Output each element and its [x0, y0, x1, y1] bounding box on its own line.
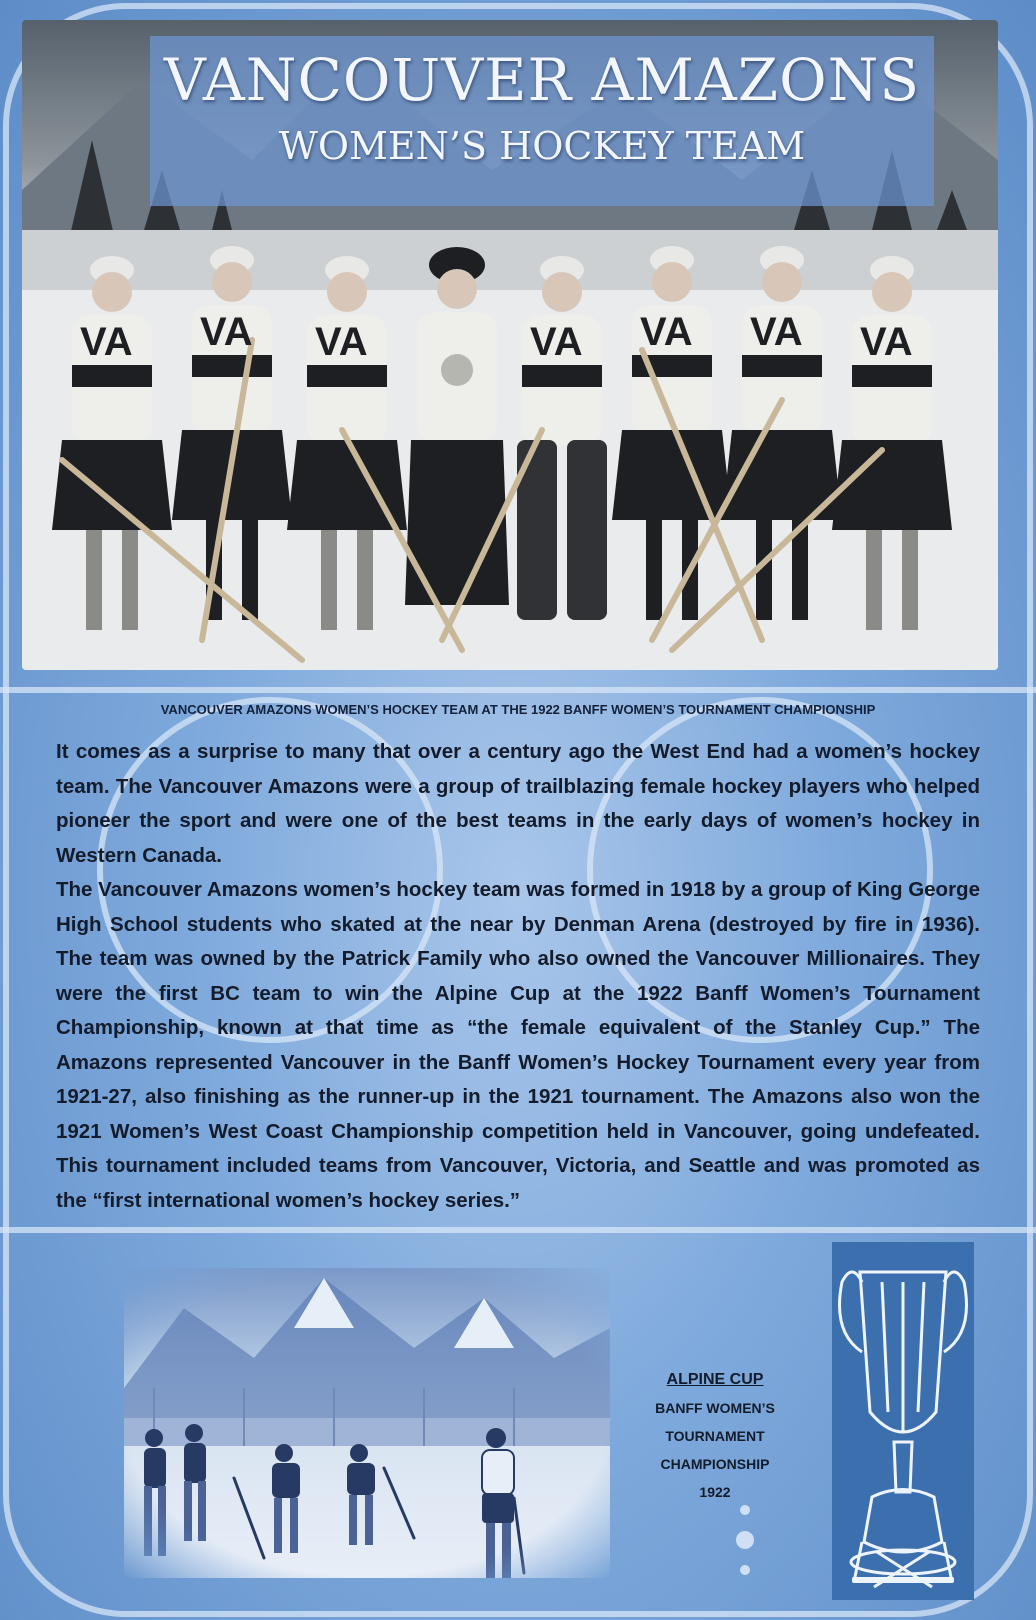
game-photo — [124, 1268, 610, 1578]
jersey-letters: VA — [860, 320, 913, 364]
alpine-cup-image — [832, 1242, 974, 1600]
cup-title: ALPINE CUP — [666, 1371, 764, 1388]
trophy-icon — [832, 1242, 974, 1600]
jersey-letters: VA — [640, 310, 693, 354]
page-title: VANCOUVER AMAZONS — [163, 46, 921, 114]
paragraph-intro: It comes as a surprise to many that over a century ago the West End had a women’s hockey team. The Vancouver Amazons were a group of trailblazing female hockey players who helped pioneer the sport and were one of the best teams in the early days of women’s hockey in Western Canada. — [56, 740, 980, 867]
jersey-letters: VA — [315, 320, 368, 364]
article-body — [56, 735, 980, 1218]
cup-line: TOURNAMENT — [665, 1428, 765, 1444]
jersey-letters: VA — [200, 310, 253, 354]
jersey-letters: VA — [530, 320, 583, 364]
cup-caption — [630, 1366, 800, 1506]
paragraph-history: The Vancouver Amazons women’s hockey team was formed in 1918 by a group of King George High School students who skated at the near by Denman Arena (destroyed by fire in 1936). The team was owned by the Patrick Family who also owned the Vancouver Millionaires. They were the first BC team to win the Alpine Cup at the 1922 Banff Women’s Tournament Championship, known at that time as “the female equivalent of the Stanley Cup.” The Amazons represented Vancouver in the Banff Women’s Hockey Tournament every year from 1921-27, also finishing as the runner-up in the 1921 tournament. The Amazons also won the 1921 Women’s West Coast Championship competition held in Vancouver, going undefeated. This tournament included teams from Vancouver, Victoria, and Seattle and was promoted as the “first international women’s hockey series.” — [56, 878, 980, 1212]
jersey-letters: VA — [750, 310, 803, 354]
photo-caption: VANCOUVER AMAZONS WOMEN’S HOCKEY TEAM AT THE 1922 BANFF WOMEN’S TOURNAMENT CHAMPIONSHIP — [160, 702, 876, 717]
game-photo-illustration — [124, 1268, 610, 1578]
page-subtitle: WOMEN’S HOCKEY TEAM — [278, 123, 806, 168]
cup-year: 1922 — [699, 1484, 731, 1500]
cup-line: BANFF WOMEN’S — [655, 1400, 775, 1416]
title-banner — [150, 36, 934, 206]
cup-line: CHAMPIONSHIP — [660, 1456, 770, 1472]
jersey-letters: VA — [80, 320, 133, 364]
